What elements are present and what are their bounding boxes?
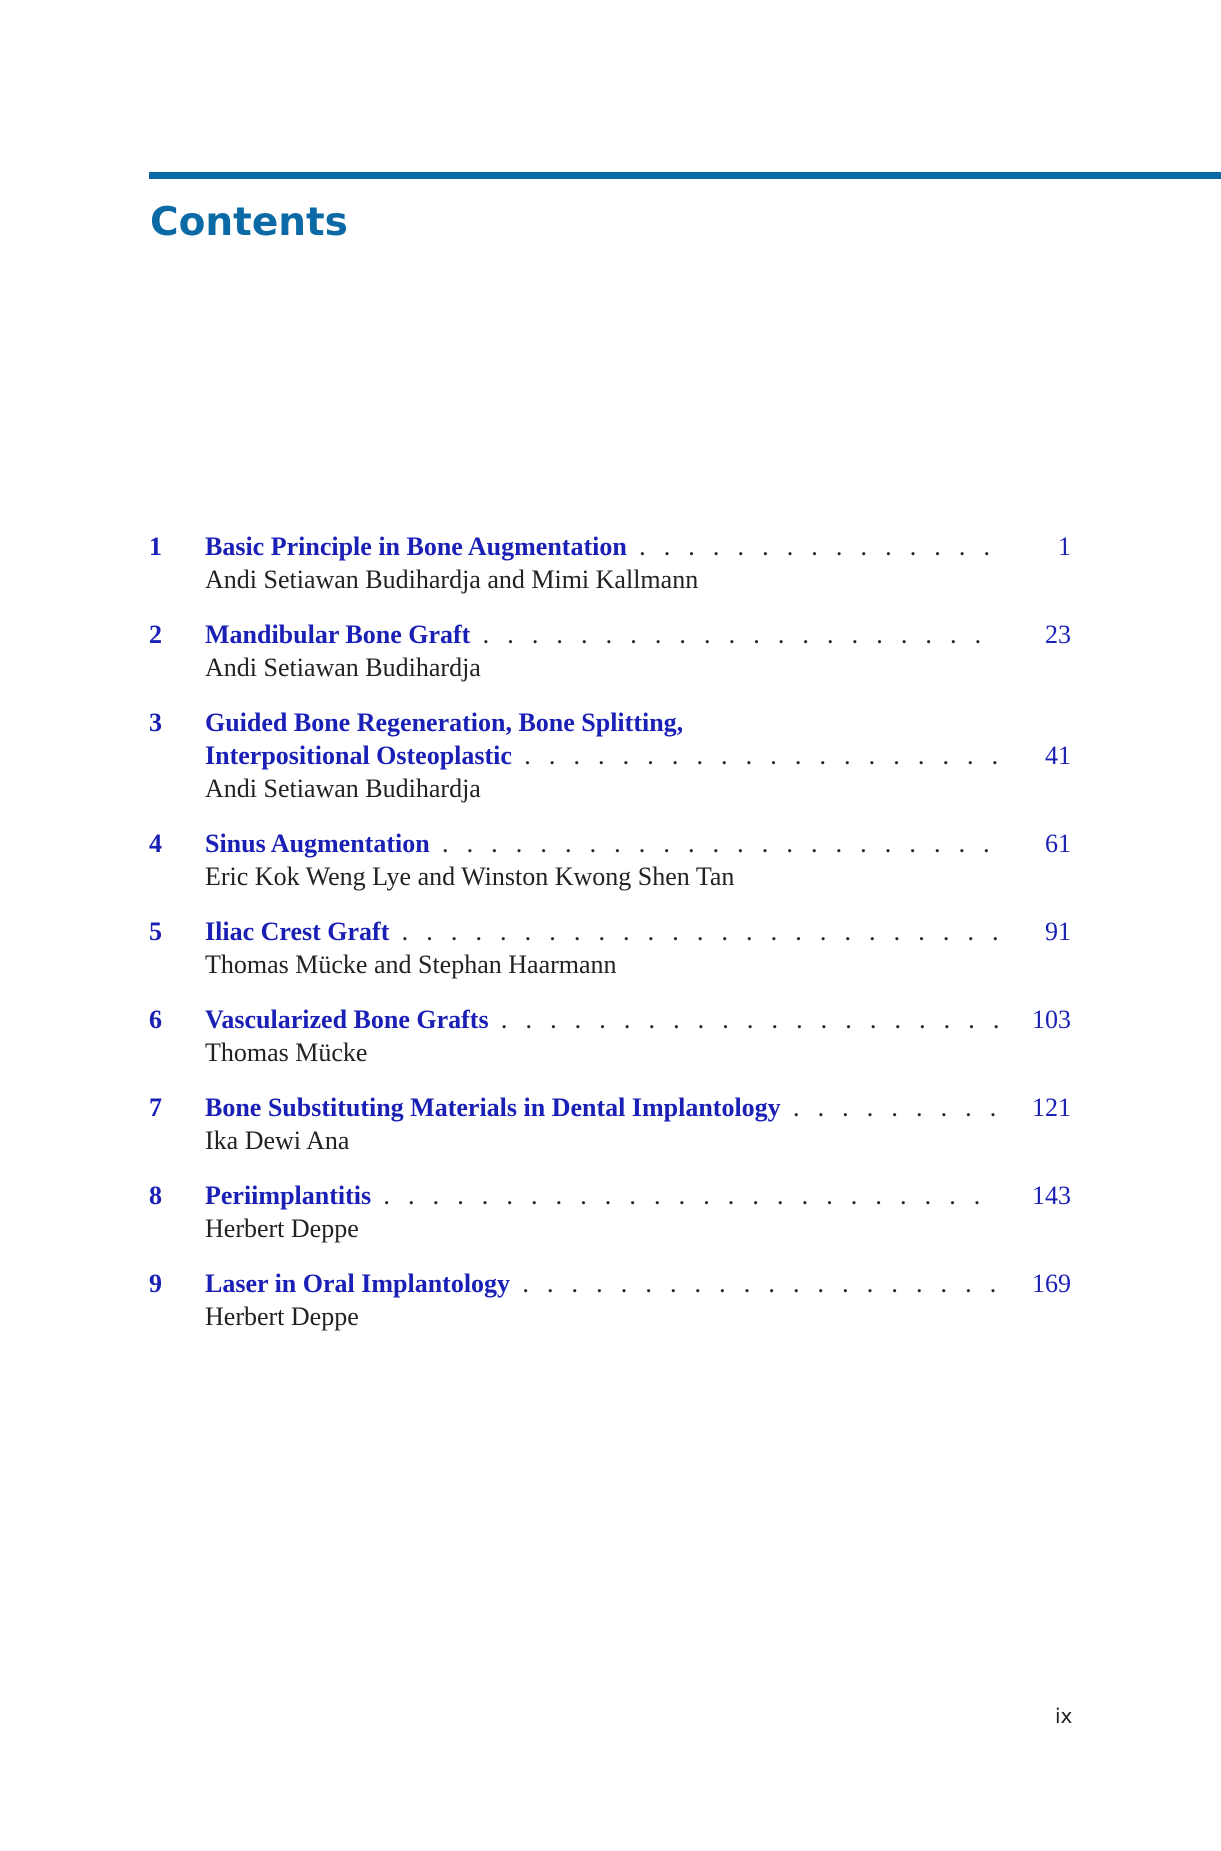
chapter-authors: Thomas Mücke [205,1038,368,1067]
chapter-number: 8 [149,1181,162,1210]
table-of-contents [149,530,1071,1355]
chapter-authors: Herbert Deppe [205,1214,359,1243]
toc-entry-5[interactable] [149,915,1071,981]
toc-entry-8[interactable] [149,1179,1071,1245]
chapter-title: Sinus Augmentation [205,829,430,858]
toc-entry-9[interactable] [149,1267,1071,1333]
dot-leader [510,1269,998,1298]
chapter-number: 7 [149,1093,162,1122]
dot-leader [430,829,998,858]
chapter-title-link[interactable] [205,827,998,860]
chapter-title-link[interactable] [205,1091,998,1124]
chapter-authors: Ika Dewi Ana [205,1126,350,1155]
dot-leader [470,620,998,649]
chapter-page-link[interactable]: 61 [1045,829,1071,858]
chapter-title: Interpositional Osteoplastic [205,741,512,770]
toc-entry-4[interactable] [149,827,1071,893]
chapter-title-link[interactable] [205,1267,998,1300]
chapter-page-link[interactable]: 169 [1032,1269,1071,1298]
header-rule [149,172,1221,179]
chapter-title: Iliac Crest Graft [205,917,390,946]
chapter-number: 9 [149,1269,162,1298]
chapter-title-link[interactable] [205,915,998,948]
dot-leader [512,741,998,770]
chapter-page-link[interactable]: 121 [1032,1093,1071,1122]
chapter-authors: Andi Setiawan Budihardja [205,653,481,682]
toc-entry-2[interactable] [149,618,1071,684]
toc-entry-1[interactable] [149,530,1071,596]
chapter-title-link[interactable] [205,1179,998,1212]
dot-leader [489,1005,998,1034]
dot-leader [371,1181,998,1210]
chapter-title: Mandibular Bone Graft [205,620,471,649]
chapter-page-link[interactable]: 91 [1045,917,1071,946]
chapter-title: Basic Principle in Bone Augmentation [205,532,627,561]
chapter-authors: Eric Kok Weng Lye and Winston Kwong Shen Tan [205,862,735,891]
chapter-authors: Thomas Mücke and Stephan Haarmann [205,950,617,979]
chapter-number: 6 [149,1005,162,1034]
page-title: Contents [150,200,348,245]
chapter-number: 2 [149,620,162,649]
chapter-title-link[interactable] [205,618,998,651]
chapter-number: 1 [149,532,162,561]
chapter-page-link[interactable]: 1 [1058,532,1071,561]
toc-entry-7[interactable] [149,1091,1071,1157]
chapter-authors: Andi Setiawan Budihardja and Mimi Kallmann [205,565,699,594]
chapter-authors: Herbert Deppe [205,1302,359,1331]
dot-leader [389,917,998,946]
page-number: ix [1055,1704,1073,1728]
dot-leader [627,532,998,561]
chapter-number: 4 [149,829,162,858]
chapter-page-link[interactable]: 23 [1045,620,1071,649]
chapter-page-link[interactable]: 41 [1045,741,1071,770]
chapter-title-line1[interactable]: Guided Bone Regeneration, Bone Splitting, [205,708,684,737]
chapter-title-link[interactable] [205,739,998,772]
dot-leader [781,1093,998,1122]
chapter-title: Vascularized Bone Grafts [205,1005,489,1034]
chapter-title: Laser in Oral Implantology [205,1269,511,1298]
chapter-number: 5 [149,917,162,946]
chapter-number: 3 [149,708,162,737]
chapter-page-link[interactable]: 143 [1032,1181,1071,1210]
chapter-authors: Andi Setiawan Budihardja [205,774,481,803]
chapter-title: Periimplantitis [205,1181,372,1210]
toc-entry-3[interactable] [149,706,1071,805]
chapter-title-link[interactable] [205,1003,998,1036]
chapter-title: Bone Substituting Materials in Dental Implantology [205,1093,781,1122]
chapter-title-link[interactable] [205,530,998,563]
toc-entry-6[interactable] [149,1003,1071,1069]
chapter-page-link[interactable]: 103 [1032,1005,1071,1034]
